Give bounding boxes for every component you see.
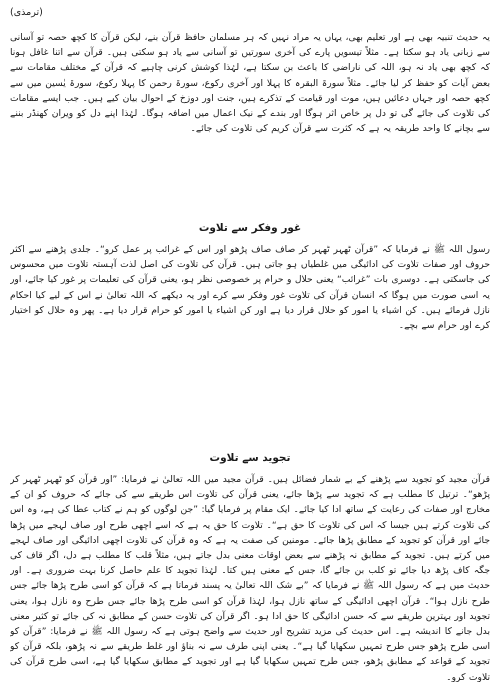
hadith-reference: (ترمذی): [10, 7, 43, 18]
section-heading-tajweed: تجوید سے تلاوت: [209, 452, 291, 464]
section-heading-reflection: غور وفکر سے تلاوت: [198, 222, 302, 234]
section-paragraph-reflection: رسول اللہ ﷺ نے فرمایا کہ ”قرآن ٹھہر ٹھہر کر صاف صاف پڑھو اور اس کے غرائب پر عمل کرو“۔ جلدی پڑھنے سے اکثر حروف اور صفات تلاوت کی ادائیگی میں غلطیاں ہو جاتی ہیں۔ قرآن کی تلاوت کی اصل لذت آہستہ تلاوت میں محسوس کی جاسکتی ہے۔ دوسری بات ”غرائب“ یعنی حلال و حرام پر خصوصی نظر ہو، یعنی قرآن کی تعلیمات پر غور کیا جائے، اور یہ اسی صورت میں ہوگا کہ انسان قرآن کی تلاوت غور وفکر سے کرے اور یہ دیکھے کہ اللہ تعالیٰ نے اس کے لیے کیا احکام نازل فرمائے ہیں۔ کن اشیاء یا امور کو حلال قرار دیا ہے اور کن اشیاء یا امور کو حرام قرار دیا ہے۔ پھر وہ حلال کو اختیار کرے اور حرام سے بچے۔: [10, 244, 490, 332]
section-paragraph-tajweed: قرآن مجید کو تجوید سے پڑھنے کے بے شمار فضائل ہیں۔ قرآن مجید میں اللہ تعالیٰ نے فرمایا: ”اور قرآن کو ٹھہر ٹھہر کر پڑھو“۔ ترتیل کا مطلب ہے کہ تجوید سے پڑھا جائے، یعنی قرآن کی تلاوت اس طریقے سے کی جائے کہ حروف کو ان کے مخارج اور صفات کی رعایت کے ساتھ ادا کیا جائے۔ ایک مقام پر فرمایا گیا: ”جن لوگوں کو ہم نے کتاب عطا کی ہے، وہ اس کی تلاوت کرتے ہیں جیسا کہ اس کی تلاوت کا حق ہے“۔ تلاوت کا حق یہ ہے کہ اسے اچھی طرح اور صاف لہجے میں پڑھا جائے اور قرآن کو تجوید کے مطابق پڑھا جائے۔ مومنین کی صفت یہ ہے کہ وہ قرآن کی تلاوت اچھی ادائیگی اور صاف لہجے میں کرتے ہیں۔ تجوید کے مطابق نہ پڑھنے سے بعض اوقات معنی بدل جاتے ہیں، مثلاً قلب کا مطلب ہے دل، اگر قاف کی جگہ کاف پڑھ دیا جائے تو کلب بن جائے گا، جس کے معنی ہیں کتا۔ لہٰذا تجوید کا علم حاصل کرنا بہت ضروری ہے۔ اور حدیث میں ہے کہ رسول اللہ ﷺ نے فرمایا کہ ”بے شک اللہ تعالیٰ یہ پسند فرماتا ہے کہ قرآن کو اسی طرح پڑھا جائے جس طرح نازل ہوا“۔ قرآن اچھی ادائیگی کے ساتھ نازل ہوا، لہٰذا قرآن کو اسی طرح پڑھا جائے جس طرح وہ نازل ہوا، یعنی تجوید اور بہترین طریقے سے کہ حسن ادائیگی کا حق ادا ہو۔ اگر قرآن کی تلاوت حسن کے مطابق نہ کی جائے تو کثیر معنی بدل جانے کا اندیشہ ہے۔ اس حدیث کی مزید تشریح اور حدیث سے واضح ہوتی ہے کہ رسول اللہ ﷺ نے فرمایا: ”قرآن کو اسی طرح پڑھو جس طرح تمہیں سکھایا گیا ہے“۔ یعنی اپنی طرف سے نہ بناؤ اور غلط طریقے سے نہ پڑھو، بلکہ قرآن کو تجوید کے قواعد کے مطابق پڑھو، جس طرح تمہیں سکھایا گیا ہے اور تجوید کے مطابق سکھایا گیا ہے، اسی طرح قرآن کی تلاوت کرو۔: [10, 474, 490, 682]
intro-paragraph: یہ حدیث تنبیہ بھی ہے اور تعلیم بھی، یہاں یہ مراد نہیں کہ ہر مسلمان حافظ قرآن بنے، لیکن قرآن کا کچھ حصہ تو آسانی سے زبانی یاد ہو سکتا ہے۔ مثلاً تیسویں پارے کی آخری سورتیں تو آسانی سے یاد ہو سکتی ہیں۔ قرآن سے اتنا غافل ہونا کہ کچھ بھی یاد نہ ہو، اللہ کی ناراضی کا باعث بن سکتا ہے، لہٰذا کوشش کرنی چاہیے کہ قرآن کے مختلف مقامات سے بعض آیات کو حفظ کر لیا جائے۔ مثلاً سورۃ البقرہ کا پہلا اور آخری رکوع، سورۃ رحمن کا پہلا رکوع، سورۃ یٰسین میں سے کچھ حصہ اور جہاں دعائیں ہیں، موت اور قیامت کے تذکرے ہیں، جنت اور دوزخ کے احوال بیان کیے ہیں۔ جب ایسے مقامات کی تلاوت کی جائے گی تو دل پر خاص اثر ہوگا اور بندے کے نیک اعمال میں اضافہ ہوگا۔ لہٰذا اپنے دل کو ویران کھنڈر بننے سے بچانے کا واحد طریقہ یہ ہے کہ کثرت سے قرآن کریم کی تلاوت کی جائے۔: [10, 32, 490, 135]
